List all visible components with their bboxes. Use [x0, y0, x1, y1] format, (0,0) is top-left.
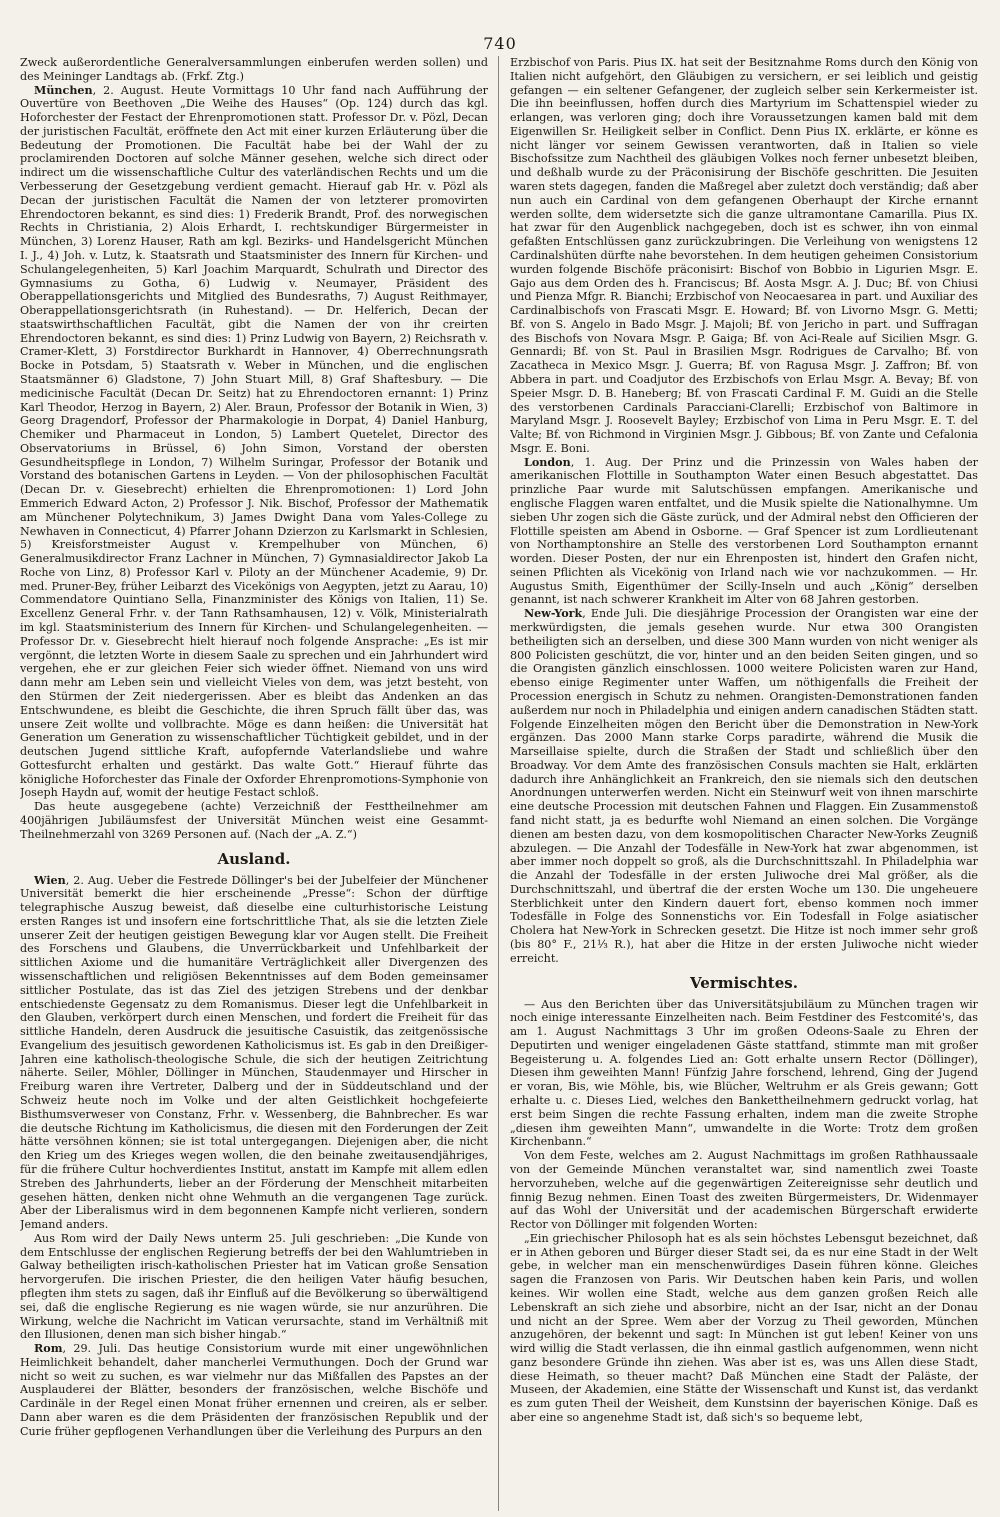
- article-wien: [20, 874, 488, 1232]
- article-paragraph: Zweck außerordentliche Generalversammlungen einberufen werden sollen) und des Meininger Landtags ab. (Frkf. Ztg.): [20, 56, 488, 83]
- right-column: [510, 56, 978, 1511]
- article-london: [510, 456, 978, 608]
- section-heading-ausland: Ausland.: [217, 849, 291, 868]
- text-columns: [20, 56, 978, 1511]
- article-paragraph: — Aus den Berichten über das Universitätsjubiläum zu München tragen wir noch einige interessante Einzelheiten nach. Beim Festdiner des Festcomité's, das am 1. August Nachmittags 3 Uhr im großen Odeons-Saale zu Ehren der Deputirten und weniger eingeladenen Gäste stattfand, stimmte man mit großer Begeisterung u. A. folgendes Lied an: Gott erhalte unsern Rector (Döllinger), Diesen ihm geweihten Mann! Fünfzig Jahre forschend, lehrend, Ging der Jugend er voran, Bis, wie Möhle, bis, wie Blücher, Weltruhm er als Greis gewann; Gott erhalte u. c. Dieses Lied, welches den Bankettheilnehmern gedruckt vorlag, hat erst beim Singen die rechte Fassung erhalten, indem man die zweite Strophe „diesen ihm geweihten Mann“, umwandelte in die Worte: Trotz dem großen Kirchenbann.“: [510, 997, 978, 1149]
- dateline-place: London: [524, 455, 571, 469]
- dateline-place: New-York: [524, 607, 583, 621]
- section-heading-vermischtes: Vermischtes.: [690, 973, 798, 992]
- page-number: 740: [483, 34, 517, 53]
- article-muenchen: [20, 84, 488, 801]
- article-paragraph: Das heute ausgegebene (achte) Verzeichniß der Festtheilnehmer am 400jährigen Jubiläumsfest der Universität München weist eine Gesammt-Theilnehmerzahl von 3269 Personen auf. (Nach der „A. Z.“): [20, 800, 488, 841]
- article-text: , 29. Juli. Das heutige Consistorium wurde mit einer ungewöhnlichen Heimlichkeit behandelt, daher mancherlei Vermuthungen. Doch der Grund war nicht so weit zu suchen, es war vielmehr nur das Mißfallen des Papstes an der Ausplauderei der Blätter, besonders der französischen, welche Bischöfe und Cardinäle in der Regel einen Monat früher ernennen und creiren, als er selber. Dann aber waren es die dem Präsidenten der französischen Republik und der Curie früher gepflogenen Verhandlungen über die Verleihung des Purpurs an den: [20, 1342, 488, 1438]
- article-rom: [20, 1342, 488, 1438]
- column-divider: [498, 56, 499, 1511]
- article-paragraph: Von dem Feste, welches am 2. August Nachmittags im großen Rathhaussaale von der Gemeinde München veranstaltet war, sind namentlich zwei Toaste hervorzuheben, welche auf die gegenwärtigen Zeitereignisse sehr deutlich und finnig Bezug nehmen. Einen Toast des zweiten Bürgermeisters, Dr. Widenmayer auf das Wohl der Universität und der academischen Bürgerschaft erwiderte Rector von Döllinger mit folgenden Worten:: [510, 1149, 978, 1232]
- article-text: , 2. August. Heute Vormittags 10 Uhr fand nach Aufführung der Ouvertüre von Beethoven „Die Weihe des Hauses“ (Op. 124) durch das kgl. Hoforchester der Festact der Ehrenpromotionen statt. Professor Dr. v. Pözl, Decan der juristischen Facultät, eröffnete den Act mit einer kurzen Erläuterung über die Bedeutung der Promotionen. Die Facultät habe bei der Wahl der zu proclamirenden Doctoren auf solche Männer gesehen, welche sich direct oder indirect um die wissenschaftliche Cultur des vaterländischen Rechts und um die Verbesserung der Gesetzgebung verdient gemacht. Hierauf gab Hr. v. Pözl als Decan der juristischen Facultät die Namen der von letzterer promovirten Ehrendoctoren bekannt, es sind dies: 1) Frederik Brandt, Prof. des norwegischen Rechts in Christiania, 2) Alois Erhardt, I. rechtskundiger Bürgermeister in München, 3) Lorenz Hauser, Rath am kgl. Bezirks- und Handelsgericht München I. J., 4) Joh. v. Lutz, k. Staatsrath und Staatsminister des Innern für Kirchen- und Schulangelegenheiten, 5) Karl Joachim Marquardt, Schulrath und Director des Gymnasiums zu Gotha, 6) Ludwig v. Neumayer, Präsident des Oberappellationsgerichts und Mitglied des Bundesraths, 7) August Reithmayer, Oberappellationsgerichtsrath (in Ruhestand). — Dr. Helferich, Decan der staatswirthschaftlichen Facultät, gibt die Namen der von ihr creirten Ehrendoctoren bekannt, es sind dies: 1) Prinz Ludwig von Bayern, 2) Reichsrath v. Cramer-Klett, 3) Forstdirector Burkhardt in Hannover, 4) Oberrechnungsrath Bocke in Potsdam, 5) Staatsrath v. Weber in München, und die englischen Staatsmänner 6) Gladstone, 7) John Stuart Mill, 8) Graf Shaftesbury. — Die medicinische Facultät (Decan Dr. Seitz) hat zu Ehrendoctoren ernannt: 1) Prinz Karl Theodor, Herzog in Bayern, 2) Aler. Braun, Professor der Botanik in Wien, 3) Georg Dragendorf, Professor der Pharmakologie in Dorpat, 4) Daniel Hanburg, Chemiker und Pharmaceut in London, 5) Lambert Quetelet, Director des Observatoriums in Brüssel, 6) John Simon, Vorstand der obersten Gesundheitspflege in London, 7) Wilhelm Suringar, Professor der Botanik und Vorstand des botanischen Gartens in Leyden. — Von der philosophischen Facultät (Decan Dr. v. Giesebrecht) erhielten die Ehrenpromotionen: 1) Lord John Emmerich Edward Acton, 2) Professor J. Nik. Bischof, Professor der Mathematik am Münchener Polytechnikum, 3) James Dwight Dana vom Yales-College zu Newhaven in Connecticut, 4) Pfarrer Johann Dzierzon zu Karlsmarkt in Schlesien, 5) Kreisforstmeister August v. Krempelhuber von München, 6) Generalmusikdirector Franz Lachner in München, 7) Gymnasialdirector Jakob La Roche von Linz, 8) Professor Karl v. Piloty an der Münchener Academie, 9) Dr. med. Pruner-Bey, früher Leibarzt des Vicekönigs von Aegypten, jetzt zu Aarau, 10) Commendatore Quintiano Sella, Finanzminister des Königs von Italien, 11) Se. Excellenz General Frhr. v. der Tann Rathsamhausen, 12) v. Völk, Ministerialrath im kgl. Staatsministerium des Innern für Kirchen- und Schulangelegenheiten. — Professor Dr. v. Giesebrecht hielt hierauf noch folgende Ansprache: „Es ist mir vergönnt, die letzten Worte in diesem Saale zu sprechen und ein Jahrhundert wird vergehen, ehe er zur gleichen Feier sich wieder öffnet. Niemand von uns wird dann mehr am Leben sein und vielleicht Vieles von dem, was jetzt besteht, von den Stürmen der Zeit niedergerissen. Aber es bleibt das Andenken an das Entschwundene, es bleibt die Geschichte, die ihren Spruch fällt über das, was unsere Zeit wollte und vollbrachte. Möge es dann heißen: die Universität hat Generation um Generation zu wissenschaftlicher Tüchtigkeit gebildet, und in der deutschen Jugend sittliche Kraft, aufopfernde Vaterlandsliebe und wahre Gottesfurcht erhalten und gestärkt. Das walte Gott.“ Hierauf führte das königliche Hoforchester das Finale der Oxforder Ehrenpromotions-Symphonie von Joseph Haydn auf, womit der heutige Festact schloß.: [20, 83, 488, 800]
- article-text: , Ende Juli. Die diesjährige Procession der Orangisten war eine der merkwürdigsten, die jemals gesehen wurde. Nur etwa 300 Orangisten betheiligten sich an derselben, und diese 300 Mann wurden von nicht weniger als 800 Policisten geschützt, die vor, hinter und an den beiden Seiten gingen, und so die Orangisten gänzlich einschlossen. 1000 weitere Policisten waren zur Hand, ebenso einige Regimenter unter Waffen, um nöthigenfalls die Freiheit der Procession energisch in Schutz zu nehmen. Orangisten-Demonstrationen fanden außerdem nur noch in Philadelphia und einigen andern canadischen Städten statt. Folgende Einzelheiten mögen den Bericht über die Demonstration in New-York ergänzen. Das 2000 Mann starke Corps paradirte, während die Musik die Marseillaise spielte, durch die Straßen der Stadt und schließlich über den Broadway. Vor dem Amte des französischen Consuls machten sie Halt, erklärten dadurch ihre Anhänglichkeit an Frankreich, den sie niemals sich den deutschen Anordnungen unterwerfen werden. Nicht ein Steinwurf weit von ihnen marschirte eine deutsche Procession mit deutschen Fahnen und Flaggen. Ein Zusammenstoß fand nicht statt, ja es bedurfte wohl Niemand an einen solchen. Die Vorgänge dienen am besten dazu, von dem kosmopolitischen Character New-Yorks Zeugniß abzulegen. — Die Anzahl der Todesfälle in New-York hat zwar abgenommen, ist aber immer noch doppelt so groß, als die Durchschnittszahl. In Philadelphia war die Anzahl der Todesfälle in der ersten Juliwoche drei Mal größer, als die Durchschnittszahl, und übertraf die der ersten Woche um 130. Die ungeheuere Sterblichkeit unter den Kindern dauert fort, ebenso kommen noch immer Todesfälle in Folge des Sonnenstichs vor. Ein Todesfall in Folge asiatischer Cholera hat New-York in Schrecken gesetzt. Die Hitze ist noch immer sehr groß (bis 80° F., 21⅓ R.), hat aber die Hitze in der ersten Juliwoche nicht wieder erreicht.: [510, 607, 978, 965]
- article-text: , 2. Aug. Ueber die Festrede Döllinger's bei der Jubelfeier der Münchener Universität bemerkt die hier erscheinende „Presse“: Schon der dürftige telegraphische Auszug beweist, daß dieselbe eine culturhistorische Leistung ersten Ranges ist und insofern eine fortschrittliche That, als sie die letzten Ziele unserer Zeit der heutigen geistigen Bewegung klar vor Augen stellt. Die Freiheit des Forschens und Glaubens, die Unverrückbarkeit und Unfehlbarkeit der sittlichen Axiome und die humanitäre Verträglichkeit aller Divergenzen des wissenschaftlichen und religiösen Bekenntnisses auf dem Boden gemeinsamer sittlicher Postulate, das ist das Ziel des jetzigen Strebens und der denkbar entschiedenste Gegensatz zu dem Romanismus. Dieser legt die Unfehlbarkeit in den Glauben, verkörpert durch einen Menschen, und fordert die Freiheit für das sittliche Handeln, deren Ausdruck die jesuitische Casuistik, das zeitgenössische Evangelium des jesuitisch gewordenen Katholicismus ist. Es gab in den Dreißiger-Jahren eine katholisch-theologische Schule, die sich der heutigen Zeitrichtung näherte. Seiler, Möhler, Döllinger in München, Staudenmayer und Hirscher in Freiburg waren ihre Vertreter, Dalberg und der in Süddeutschland und der Schweiz heute noch im Volke und der alten Geistlichkeit hochgefeierte Bisthumsverweser von Constanz, Frhr. v. Wessenberg, die Bahnbrecher. Es war die deutsche Richtung im Katholicismus, die diesen mit den Forderungen der Zeit hätte versöhnen können; sie ist total untergegangen. Diejenigen aber, die nicht den Krieg um des Krieges wegen wollen, die den beinahe zweitausendjähriges, für die frühere Cultur hochverdientes Institut, anstatt im Kampfe mit allem edlen Streben des Jahrhunderts, lieber an der Förderung der Menschheit mitarbeiten gesehen hätten, denken nicht ohne Wehmuth an die vergangenen Tage zurück. Aber der Liberalismus wird in dem begonnenen Kampfe nicht verlieren, sondern Jemand anders.: [20, 873, 488, 1232]
- article-newyork: [510, 607, 978, 965]
- article-text: , 1. Aug. Der Prinz und die Prinzessin von Wales haben der amerikanischen Flottille in Southampton Water einen Besuch abgestattet. Das prinzliche Paar wurde mit Salutschüssen empfangen. Amerikanische und englische Flaggen waren entfaltet, und die Musik spielte die Nationalhymne. Um sieben Uhr zogen sich die Gäste zurück, und der Admiral nebst den Officieren der Flottille speisten am Abend in Osborne. — Graf Spencer ist zum Lordlieutenant von Northamptonshire an Stelle des verstorbenen Lord Southampton ernannt worden. Dieser Posten, der nur ein Ehrenposten ist, hindert den Grafen nicht, seinen Pflichten als Vicekönig von Irland nach wie vor nachzukommen. — Hr. Augustus Smith, Eigenthümer der Scilly-Inseln und auch „König“ derselben genannt, ist nach schwerer Krankheit im Alter von 68 Jahren gestorben.: [510, 455, 978, 607]
- left-column: [20, 56, 488, 1511]
- dateline-place: Rom: [34, 1342, 63, 1356]
- article-paragraph: Erzbischof von Paris. Pius IX. hat seit der Besitznahme Roms durch den König von Italien nicht aufgehört, den Gläubigen zu versichern, er sei leiblich und geistig gefangen — ein seltener Gefangener, der zugleich selber sein Kerkermeister ist. Die ihn beeinflussen, hoffen durch dies Martyrium im Schattenspiel wieder zu erlangen, was verloren ging; doch ihre Voraussetzungen kamen bald mit dem Eigenwillen Sr. Heiligkeit selber in Conflict. Denn Pius IX. erklärte, er könne es nicht länger vor seinem Gewissen verantworten, daß in Italien so viele Bischofssitze zum Nachtheil des gläubigen Volkes noch ferner unbesetzt bleiben, und deßhalb wurde zu der Präconisirung der Bischöfe geschritten. Die Jesuiten waren stets dagegen, fanden die Maßregel aber zuletzt doch verständig; daß aber nun auch ein Cardinal von dem gefangenen Oberhaupt der Kirche ernannt werden sollte, dem widersetzte sich die ganze ultramontane Camarilla. Pius IX. hat zwar für den Augenblick nachgegeben, doch ist es schwer, ihn von einmal gefaßten Entschlüssen ganz zurückzubringen. Die Verleihung von wenigstens 12 Cardinalshüten dürfte nahe bevorstehen. In dem heutigen geheimen Consistorium wurden folgende Bischöfe präconisirt: Bischof von Bobbio in Ligurien Msgr. E. Gajo aus dem Orden des h. Franciscus; Bf. Aosta Msgr. A. J. Duc; Bf. von Chiusi und Pienza Mfgr. R. Bianchi; Erzbischof von Neocaesarea in part. und Auxiliar des Cardinalbischofs von Frascati Msgr. E. Howard; Bf. von Livorno Msgr. G. Metti; Bf. von S. Angelo in Bado Msgr. J. Majoli; Bf. von Jericho in part. und Suffragan des Bischofs von Novara Msgr. P. Gaiga; Bf. von Aci-Reale auf Sicilien Msgr. G. Gennardi; Bf. von St. Paul in Brasilien Msgr. Rodrigues de Carvalho; Bf. von Zacatheca in Mexico Msgr. J. Guerra; Bf. von Ragusa Msgr. J. Zaffron; Bf. von Abbera in part. und Coadjutor des Erzbischofs von Erlau Msgr. A. Bevay; Bf. von Speier Msgr. D. B. Haneberg; Bf. von Frascati Cardinal F. M. Guidi an die Stelle des verstorbenen Cardinals Paracciani-Clarelli; Erzbischof von Baltimore in Maryland Msgr. J. Roosevelt Bayley; Erzbischof von Lima in Peru Msgr. E. T. del Valte; Bf. von Richmond in Virginien Msgr. J. Gibbous; Bf. von Zante und Cefalonia Msgr. E. Boni.: [510, 56, 978, 455]
- dateline-place: Wien: [34, 873, 66, 887]
- article-paragraph: Aus Rom wird der Daily News unterm 25. Juli geschrieben: „Die Kunde von dem Entschlusse der englischen Regierung betreffs der bei den Wahlumtrieben in Galway betheiligten irisch-katholischen Priester hat im Vatican große Sensation hervorgerufen. Die irischen Priester, die den heiligen Vater häufig besuchen, pflegten ihm stets zu sagen, daß ihr Einfluß auf die Bevölkerung so überwältigend sei, daß die englische Regierung es nie wagen würde, sie nur anzurühren. Die Wirkung, welche die Nachricht im Vatican verursachte, stand im Verhältniß mit den Illusionen, denen man sich bisher hingab.“: [20, 1231, 488, 1342]
- article-paragraph: „Ein griechischer Philosoph hat es als sein höchstes Lebensgut bezeichnet, daß er in Athen geboren und Bürger dieser Stadt sei, da es nur eine Stadt in der Welt gebe, in welcher man ein menschenwürdiges Dasein führen könne. Gleiches sagen die Franzosen von Paris. Wir Deutschen haben kein Paris, und wollen keines. Wir wollen eine Stadt, welche aus dem ganzen großen Reich alle Lebenskraft an sich ziehe und absorbire, nicht an der Isar, nicht an der Donau und nicht an der Spree. Wem aber der Vorzug zu Theil geworden, München anzugehören, der bekennt und sagt: In München ist gut leben! Keiner von uns wird willig die Stadt verlassen, die ihn einmal gastlich aufgenommen, wenn nicht ganz besondere Gründe ihn ziehen. Was aber ist es, was uns Allen diese Stadt, diese Heimath, so theuer macht? Daß München eine Stadt der Paläste, der Museen, der Akademien, eine Stätte der Wissenschaft und Kunst ist, das verdankt es zum guten Theil der Weisheit, dem Kunstsinn der bayerischen Könige. Daß es aber eine so angenehme Stadt ist, daß sich's so bequeme lebt,: [510, 1231, 978, 1424]
- dateline-place: München: [34, 83, 93, 97]
